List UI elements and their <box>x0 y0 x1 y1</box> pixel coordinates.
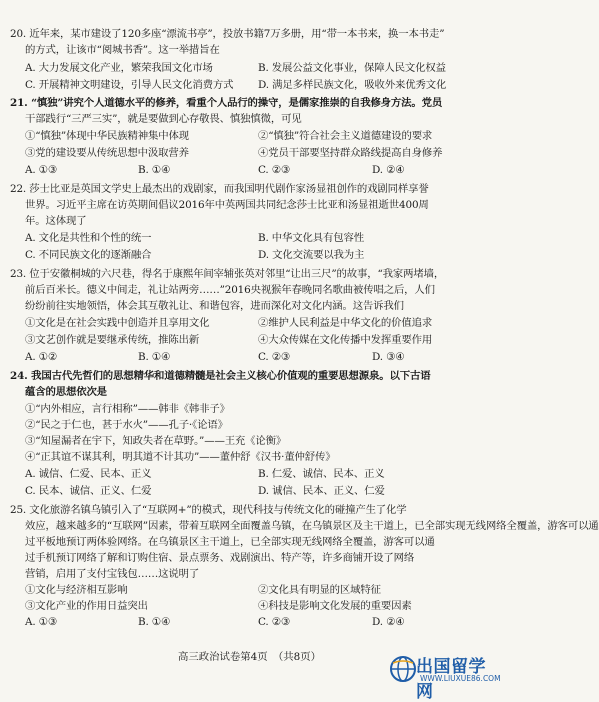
q24-line-1: 24. 我国古代先哲们的思想精华和道德精髓是社会主义核心价值观的重要思想源泉。以下古语 <box>10 370 431 382</box>
q23-item-3: ③文艺创作就是要继承传统，推陈出新 <box>25 334 200 346</box>
q22-line-2: 世界。习近平主席在访英期间倡议2016年中英两国共同纪念莎士比亚和汤显祖逝世400周 <box>25 199 429 211</box>
q21-choice-b: B. ①④ <box>138 164 171 176</box>
q21-line-1: 21. “慎独”讲究个人道德水平的修养，看重个人品行的操守，是儒家推崇的自我修身方法。党员 <box>10 97 443 109</box>
q21-choice-d: D. ②④ <box>372 164 405 176</box>
q23-item-2: ②维护人民利益是中华文化的价值追求 <box>258 317 433 329</box>
q20-line-1: 20. 近年来，某市建设了120多座“漂流书亭”，投放书籍7万多册，用“带一本书来，换一本书走” <box>10 28 445 40</box>
watermark-url: WWW.LIUXUE86.COM <box>420 674 501 683</box>
q23-choice-a: A. ①② <box>25 351 57 363</box>
q24-quote-3: ③“知屋漏者在宇下，知政失者在草野。”——王充《论衡》 <box>25 435 287 447</box>
q23-choice-c: C. ②③ <box>258 351 291 363</box>
q20-option-a: A. 大力发展文化产业，繁荣我国文化市场 <box>25 62 213 74</box>
q25-choice-d: D. ②④ <box>372 616 405 628</box>
q23-choice-d: D. ③④ <box>372 351 405 363</box>
q24-option-b: B. 仁爱、诚信、民本、正义 <box>258 468 385 480</box>
q24-option-a: A. 诚信、仁爱、民本、正义 <box>25 468 152 480</box>
watermark <box>386 650 501 702</box>
q24-line-2: 蕴含的思想依次是 <box>25 386 107 398</box>
globe-logo-icon <box>388 654 418 684</box>
q21-choice-a: A. ①③ <box>25 164 57 176</box>
q20-option-b: B. 发展公益文化事业，保障人民文化权益 <box>258 62 446 74</box>
page-footer: 高三政治试卷第4页 （共8页） <box>177 651 322 663</box>
q22-option-c: C. 不同民族文化的逐渐融合 <box>25 249 152 261</box>
q22-line-3: 年。这体现了 <box>25 215 87 227</box>
q25-item-3: ③文化产业的作用日益突出 <box>25 600 148 612</box>
q23-line-2: 前后百米长。德义中间走，礼让站两旁……”2016央视猴年春晚同名歌曲被传唱之后，人们 <box>25 284 435 296</box>
q24-quote-2: ②“民之于仁也，甚于水火”——孔子·《论语》 <box>25 419 228 431</box>
q22-option-b: B. 中华文化具有包容性 <box>258 232 364 244</box>
q21-item-3: ③党的建设要从传统思想中汲取营养 <box>25 147 189 159</box>
q21-choice-c: C. ②③ <box>258 164 291 176</box>
q24-quote-1: ①“内外相应，言行相称”——韩非《韩非子》 <box>25 403 230 415</box>
q22-option-a: A. 文化是共性和个性的统一 <box>25 232 152 244</box>
q25-line-4: 过手机预订网络了解和订购住宿、景点票务、戏剧演出、特产等，许多商铺开设了网络 <box>25 552 415 564</box>
q24-quote-4: ④“正其谊不谋其利，明其道不计其功”——董仲舒《汉书·董仲舒传》 <box>25 451 336 463</box>
q25-item-4: ④科技是影响文化发展的重要因素 <box>258 600 412 612</box>
q23-item-1: ①文化是在社会实践中创造并且享用文化 <box>25 317 210 329</box>
q24-option-c: C. 民本、诚信、正义、仁爱 <box>25 485 152 497</box>
q25-line-5: 营销，启用了支付宝钱包……这说明了 <box>25 568 200 580</box>
q23-choice-b: B. ①④ <box>138 351 171 363</box>
q21-line-2: 干部践行“三严三实”，就是要做到心存敬畏、慎独慎微，可见 <box>25 113 302 125</box>
q24-option-d: D. 诚信、民本、正义、仁爱 <box>258 485 385 497</box>
q22-option-d: D. 文化交流要以我为主 <box>258 249 365 261</box>
q21-item-1: ①“慎独”体现中华民族精神集中体现 <box>25 130 189 142</box>
q25-item-2: ②文化具有明显的区域特征 <box>258 584 381 596</box>
q23-line-3: 纷纷前往实地领悟，体会其互敬礼让、和谐包容，进而深化对文化内涵。这告诉我们 <box>25 300 404 312</box>
q25-line-3: 过平板地预订两体验网络。在乌镇景区主干道上，已全部实现无线网络全覆盖，游客可以通 <box>25 536 435 548</box>
q25-choice-a: A. ①③ <box>25 616 57 628</box>
q25-line-2: 效应，越来越多的“互联网”因素，带着互联网全面覆盖乌镇，在乌镇景区及主干道上，已全部实现无线网络全覆盖，游客可以通 <box>25 520 599 532</box>
q23-item-4: ④大众传媒在文化传播中发挥重要作用 <box>258 334 433 346</box>
q21-item-4: ④党员干部要坚持群众路线提高自身修养 <box>258 147 443 159</box>
q20-option-d: D. 满足多样民族文化，吸收外来优秀文化 <box>258 79 447 91</box>
q21-item-2: ②“慎独”符合社会主义道德建设的要求 <box>258 130 433 142</box>
q25-item-1: ①文化与经济相互影响 <box>25 584 128 596</box>
watermark-title: 出国留学网 <box>416 657 486 702</box>
q23-line-1: 23. 位于安徽桐城的六尺巷，得名于康熙年间宰辅张英对邻里“让出三尺”的故事，“我家两堵墙， <box>10 268 445 280</box>
q20-line-2: 的方式，让该市“阅城书香”。这一举措旨在 <box>25 44 220 56</box>
q20-option-c: C. 开展精神文明建设，引导人民文化消费方式 <box>25 79 234 91</box>
q25-line-1: 25. 文化旅游名镇乌镇引入了“互联网+”的模式，现代科技与传统文化的碰撞产生了化学 <box>10 504 407 516</box>
q25-choice-b: B. ①④ <box>138 616 171 628</box>
q25-choice-c: C. ②③ <box>258 616 291 628</box>
q22-line-1: 22. 莎士比亚是英国文学史上最杰出的戏剧家，而我国明代剧作家汤显祖创作的戏剧同样享誉 <box>10 183 429 195</box>
